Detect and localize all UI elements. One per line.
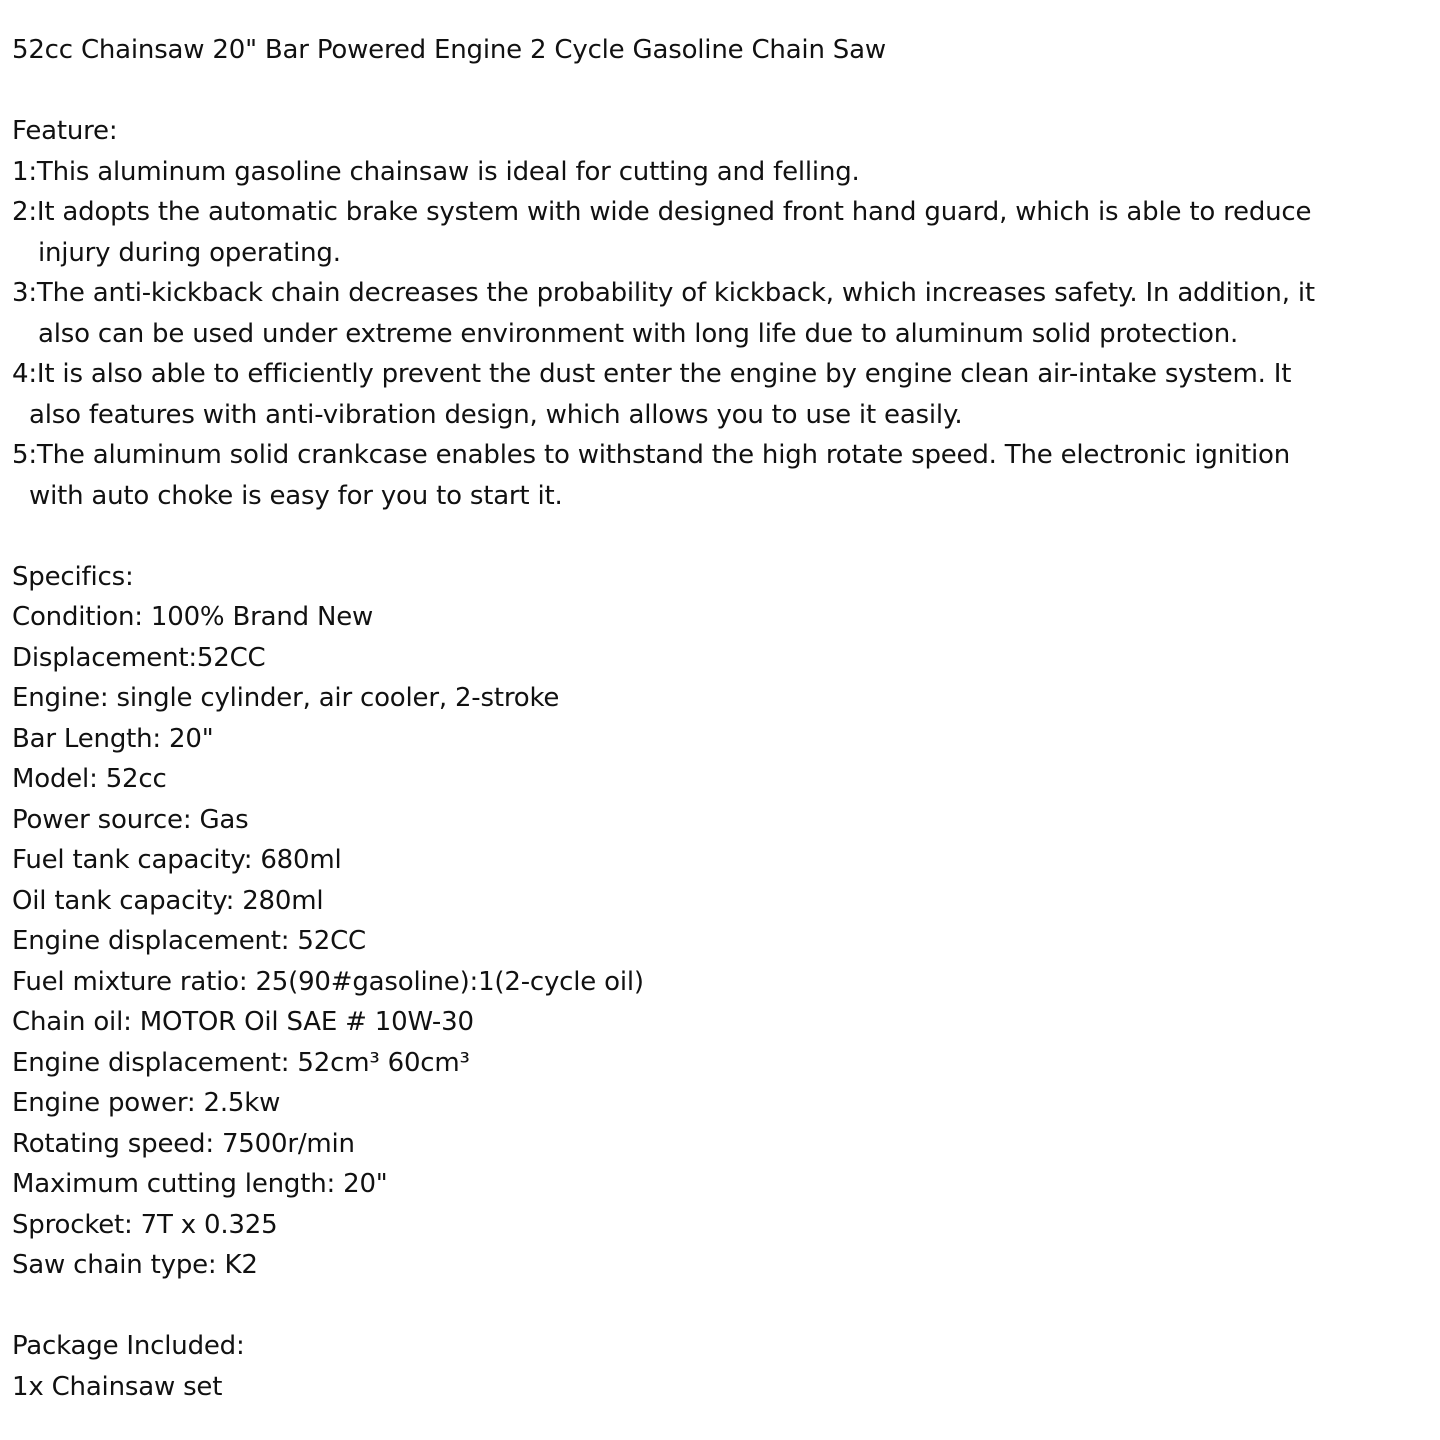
feature-continuation: also can be used under extreme environment with long life due to aluminum solid protection.	[38, 318, 1239, 349]
feature-continuation: injury during operating.	[38, 237, 341, 268]
specifics-heading: Specifics:	[12, 561, 134, 592]
spec-line: Power source: Gas	[12, 804, 249, 835]
feature-item-4	[12, 354, 1428, 435]
feature-item-3	[12, 273, 1428, 354]
spec-line: Chain oil: MOTOR Oil SAE # 10W-30	[12, 1007, 474, 1037]
spec-line: Engine power: 2.5kw	[12, 1088, 281, 1118]
spec-line: Bar Length: 20"	[12, 723, 214, 754]
feature-line: 3:The anti-kickback chain decreases the probability of kickback, which increases safety. In addition, it	[12, 278, 1315, 308]
spec-line: Oil tank capacity: 280ml	[12, 885, 324, 916]
feature-line: 1:This aluminum gasoline chainsaw is ideal for cutting and felling.	[12, 156, 860, 187]
spec-line: Engine displacement: 52cm³ 60cm³	[12, 1047, 470, 1078]
package-heading: Package Included:	[12, 1331, 245, 1361]
feature-item-2	[12, 192, 1428, 273]
spec-line: Saw chain type: K2	[12, 1250, 258, 1280]
spacer	[12, 1286, 1428, 1327]
feature-continuation: with auto choke is easy for you to start it.	[29, 480, 563, 511]
product-title: 52cc Chainsaw 20" Bar Powered Engine 2 Cycle Gasoline Chain Saw	[12, 35, 886, 65]
feature-line: 2:It adopts the automatic brake system with wide designed front hand guard, which is able to reduce	[12, 197, 1312, 227]
product-description	[12, 30, 1428, 1407]
feature-line: 4:It is also able to efficiently prevent the dust enter the engine by engine clean air-intake system. It	[12, 359, 1292, 389]
feature-line: 5:The aluminum solid crankcase enables to withstand the high rotate speed. The electronic ignition	[12, 440, 1291, 470]
spec-line: Engine displacement: 52CC	[12, 926, 367, 956]
spec-line: Rotating speed: 7500r/min	[12, 1128, 355, 1159]
spec-line: Fuel tank capacity: 680ml	[12, 845, 342, 875]
spec-line: Condition: 100% Brand New	[12, 602, 374, 632]
feature-continuation: also features with anti-vibration design, which allows you to use it easily.	[29, 399, 963, 430]
spec-line: Displacement:52CC	[12, 642, 266, 673]
spec-line: Model: 52cc	[12, 764, 167, 794]
spec-line: Maximum cutting length: 20"	[12, 1169, 388, 1199]
feature-item-5	[12, 435, 1428, 516]
feature-heading: Feature:	[12, 116, 118, 146]
package-line: 1x Chainsaw set	[12, 1371, 223, 1402]
feature-item-1	[12, 152, 1428, 193]
spacer	[12, 71, 1428, 112]
spacer	[12, 516, 1428, 557]
spec-line: Fuel mixture ratio: 25(90#gasoline):1(2-cycle oil)	[12, 966, 644, 997]
spec-line: Sprocket: 7T x 0.325	[12, 1209, 278, 1240]
spec-line: Engine: single cylinder, air cooler, 2-stroke	[12, 683, 560, 713]
